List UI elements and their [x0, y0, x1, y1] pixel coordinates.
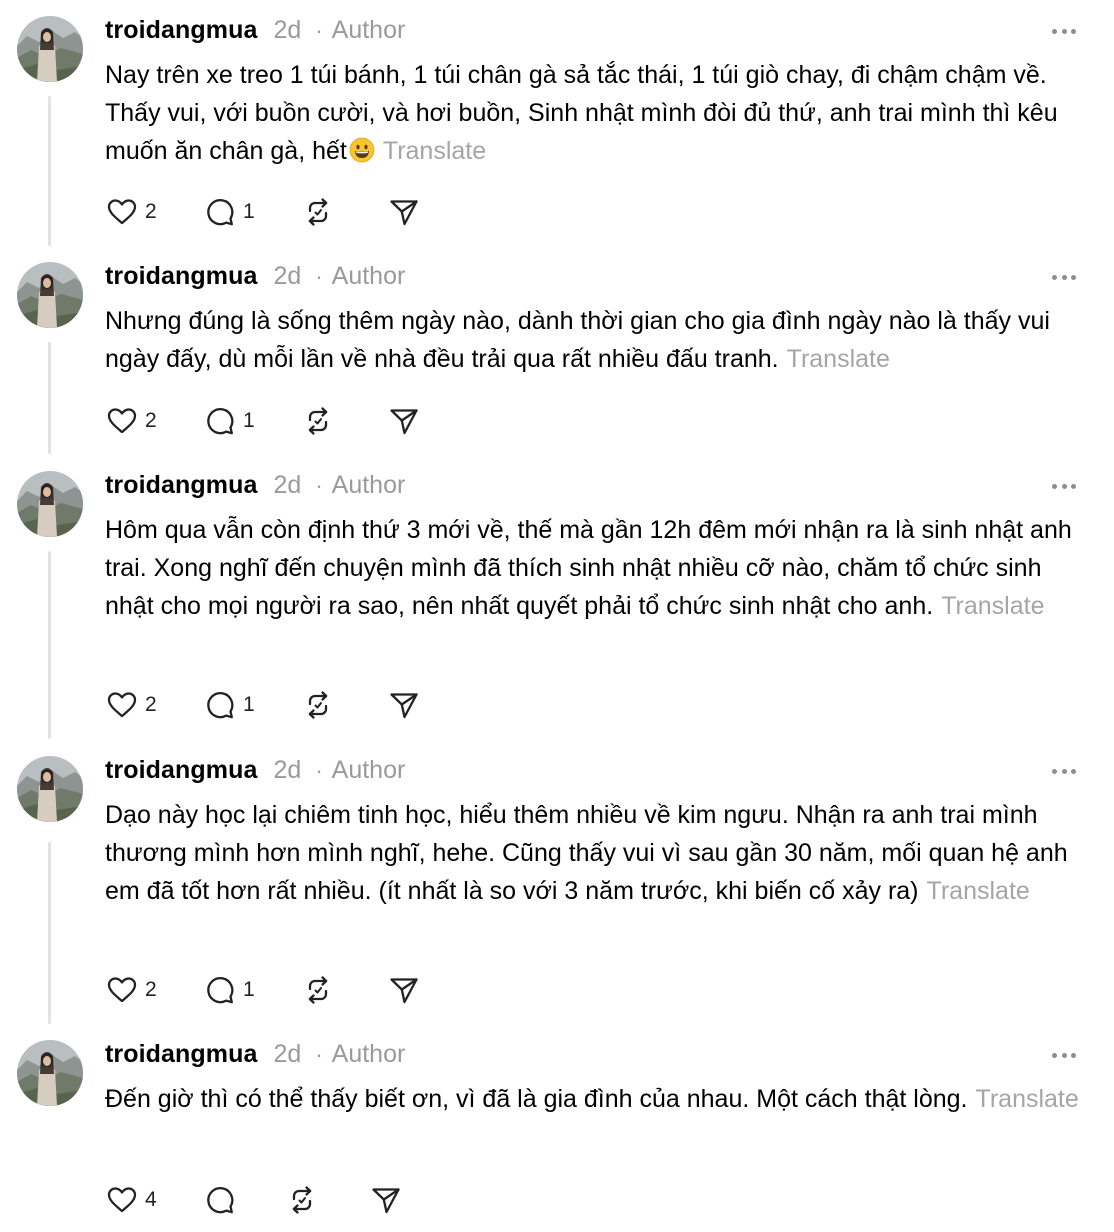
- comment-icon: [203, 688, 237, 722]
- username[interactable]: troidangmua: [105, 16, 258, 44]
- send-icon: [387, 404, 421, 438]
- more-options-icon[interactable]: [1052, 1052, 1076, 1058]
- repost-icon: [301, 195, 335, 229]
- thread-post: [0, 1040, 1114, 1232]
- heart-icon: [105, 1183, 139, 1217]
- reply-button[interactable]: [203, 973, 301, 1007]
- like-button[interactable]: [105, 195, 203, 229]
- post-header: [105, 756, 405, 788]
- send-icon: [369, 1183, 403, 1217]
- heart-icon: [105, 973, 139, 1007]
- reply-count: 1: [243, 200, 255, 223]
- post-header: [105, 16, 405, 48]
- repost-button[interactable]: [301, 688, 387, 722]
- separator: ·: [315, 18, 323, 43]
- heart-icon: [105, 404, 139, 438]
- post-text-content: Đến giờ thì có thể thấy biết ơn, vì đã là gia đình của nhau. Một cách thật lòng.: [105, 1085, 968, 1113]
- like-count: 2: [145, 200, 157, 223]
- like-count: 2: [145, 978, 157, 1001]
- avatar[interactable]: [17, 262, 83, 328]
- author-label: Author: [331, 262, 406, 290]
- post-header: [105, 262, 405, 294]
- post-time[interactable]: 2d: [273, 756, 302, 784]
- post-text-content: Nay trên xe treo 1 túi bánh, 1 túi chân gà sả tắc thái, 1 túi giò chay, đi chậm chậm về. Thấy vui, với buồn cười, và hơi buồn, Sinh nhật mình đòi đủ thứ, anh trai mình thì kêu muốn ăn chân gà, hết: [105, 61, 1058, 165]
- share-button[interactable]: [387, 404, 421, 438]
- reply-button[interactable]: [203, 1183, 285, 1217]
- share-button[interactable]: [387, 195, 421, 229]
- share-button[interactable]: [369, 1183, 403, 1217]
- translate-link[interactable]: Translate: [941, 592, 1045, 620]
- post-time[interactable]: 2d: [273, 1040, 302, 1068]
- action-bar: [105, 972, 421, 1008]
- reply-count: 1: [243, 978, 255, 1001]
- share-button[interactable]: [387, 973, 421, 1007]
- like-button[interactable]: [105, 973, 203, 1007]
- post-text-content: Hôm qua vẫn còn định thứ 3 mới về, thế mà gần 12h đêm mới nhận ra là sinh nhật anh trai. Xong nghĩ đến chuyện mình đã thích sinh nhật nhiều cỡ nào, chăm tổ chức sinh nhật cho mọi người ra sao, nên nhất quyết phải tổ chức sinh nhật cho anh.: [105, 516, 1072, 620]
- thread-line: [48, 551, 51, 739]
- repost-icon: [301, 688, 335, 722]
- reply-button[interactable]: [203, 404, 301, 438]
- repost-button[interactable]: [301, 973, 387, 1007]
- like-button[interactable]: [105, 688, 203, 722]
- comment-icon: [203, 1183, 237, 1217]
- more-options-icon[interactable]: [1052, 768, 1076, 774]
- thread-line: [48, 342, 51, 454]
- thread-post: [0, 16, 1114, 248]
- post-time[interactable]: 2d: [273, 16, 302, 44]
- post-header: [105, 1040, 405, 1072]
- action-bar: [105, 687, 421, 723]
- thread-post: [0, 471, 1114, 743]
- avatar[interactable]: [17, 16, 83, 82]
- author-label: Author: [331, 756, 406, 784]
- thread-line: [48, 96, 51, 246]
- post-header: [105, 471, 405, 503]
- translate-link[interactable]: Translate: [786, 345, 890, 373]
- post-text-content: Nhưng đúng là sống thêm ngày nào, dành thời gian cho gia đình ngày nào là thấy vui ngày đấy, dù mỗi lần về nhà đều trải qua rất nhiều đấu tranh.: [105, 307, 1050, 373]
- heart-icon: [105, 688, 139, 722]
- repost-icon: [285, 1183, 319, 1217]
- translate-link[interactable]: Translate: [975, 1085, 1079, 1113]
- username[interactable]: troidangmua: [105, 1040, 258, 1068]
- more-options-icon[interactable]: [1052, 483, 1076, 489]
- post-text: [105, 1080, 1095, 1118]
- grinning-face-emoji: [349, 137, 375, 163]
- action-bar: [105, 1182, 403, 1218]
- separator: ·: [315, 264, 323, 289]
- post-text: [105, 56, 1095, 170]
- share-button[interactable]: [387, 688, 421, 722]
- author-label: Author: [331, 471, 406, 499]
- author-label: Author: [331, 1040, 406, 1068]
- post-text: [105, 302, 1095, 378]
- translate-link[interactable]: Translate: [926, 877, 1030, 905]
- more-options-icon[interactable]: [1052, 28, 1076, 34]
- avatar[interactable]: [17, 471, 83, 537]
- thread-line: [48, 842, 51, 1024]
- repost-button[interactable]: [285, 1183, 369, 1217]
- like-count: 4: [145, 1188, 157, 1211]
- separator: ·: [315, 758, 323, 783]
- translate-link[interactable]: Translate: [382, 137, 487, 165]
- post-text-content: Dạo này học lại chiêm tinh học, hiểu thêm nhiều về kim ngưu. Nhận ra anh trai mình thương mình hơn mình nghĩ, hehe. Cũng thấy vui vì sau gần 30 năm, mối quan hệ anh em đã tốt hơn rất nhiều. (ít nhất là so với 3 năm trước, khi biến cố xảy ra): [105, 801, 1068, 905]
- comment-icon: [203, 195, 237, 229]
- thread-post: [0, 262, 1114, 458]
- repost-button[interactable]: [301, 404, 387, 438]
- more-options-icon[interactable]: [1052, 274, 1076, 280]
- like-count: 2: [145, 693, 157, 716]
- action-bar: [105, 403, 421, 439]
- username[interactable]: troidangmua: [105, 262, 258, 290]
- reply-count: 1: [243, 693, 255, 716]
- send-icon: [387, 688, 421, 722]
- post-time[interactable]: 2d: [273, 262, 302, 290]
- send-icon: [387, 195, 421, 229]
- repost-icon: [301, 404, 335, 438]
- like-button[interactable]: [105, 1183, 203, 1217]
- post-time[interactable]: 2d: [273, 471, 302, 499]
- avatar[interactable]: [17, 756, 83, 822]
- username[interactable]: troidangmua: [105, 471, 258, 499]
- username[interactable]: troidangmua: [105, 756, 258, 784]
- reply-button[interactable]: [203, 195, 301, 229]
- send-icon: [387, 973, 421, 1007]
- like-button[interactable]: [105, 404, 203, 438]
- post-text: [105, 511, 1095, 625]
- reply-count: 1: [243, 409, 255, 432]
- like-count: 2: [145, 409, 157, 432]
- action-bar: [105, 194, 421, 230]
- heart-icon: [105, 195, 139, 229]
- separator: ·: [315, 473, 323, 498]
- comment-icon: [203, 404, 237, 438]
- separator: ·: [315, 1042, 323, 1067]
- repost-icon: [301, 973, 335, 1007]
- reply-button[interactable]: [203, 688, 301, 722]
- repost-button[interactable]: [301, 195, 387, 229]
- author-label: Author: [331, 16, 406, 44]
- thread-post: [0, 756, 1114, 1028]
- avatar[interactable]: [17, 1040, 83, 1106]
- comment-icon: [203, 973, 237, 1007]
- post-text: [105, 796, 1095, 910]
